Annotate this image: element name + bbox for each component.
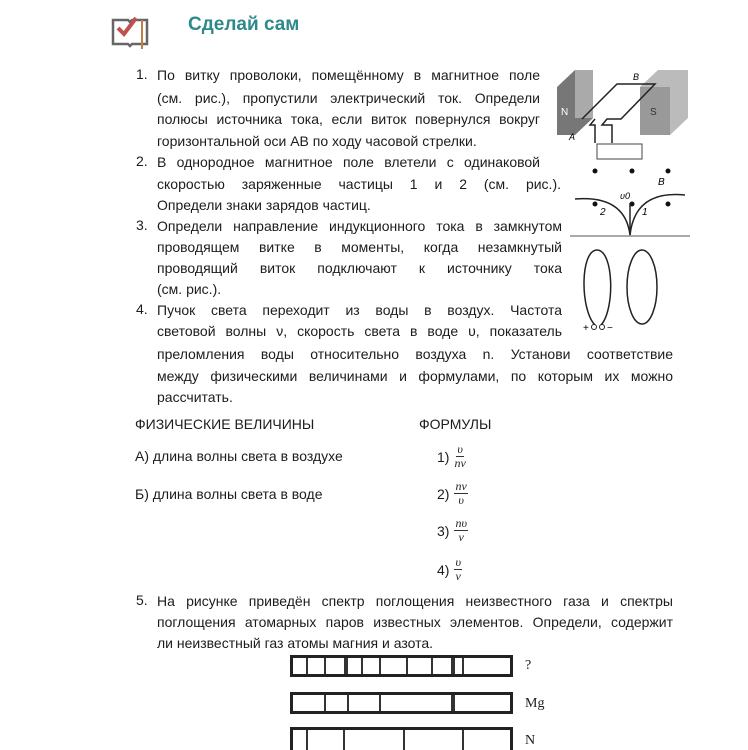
text-line: По витку проволоки, помещённому в магнитное поле	[157, 67, 540, 83]
formulas-header: ФОРМУЛЫ	[419, 416, 492, 432]
svg-text:2: 2	[600, 207, 606, 218]
formula-3: 3) $\frac{n\upsilon}{\nu}$	[437, 516, 467, 544]
text-line: поглощения атомарных паров известных элементов. Определи, содержит	[157, 614, 673, 630]
svg-text:−: −	[607, 323, 613, 334]
section-title: Сделай сам	[188, 14, 300, 35]
text-line: Пучок света переходит из воды в воздух. Частота	[157, 302, 562, 318]
spectrum-label: N	[525, 733, 536, 748]
item-number: 4.	[136, 301, 148, 317]
svg-text:+: +	[583, 323, 589, 334]
item-number: 5.	[136, 592, 148, 608]
text-line: световой волны ν, скорость света в воде υ, показатель	[157, 323, 562, 339]
text-line: рассчитать.	[157, 389, 233, 405]
quantity-b: Б) длина волны света в воде	[135, 486, 323, 502]
svg-text:B: B	[658, 177, 665, 188]
text-line: горизонтальной оси AB по ходу часовой стрелки.	[157, 133, 477, 149]
text-line: Определи направление индукционного тока в замкнутом	[157, 218, 562, 234]
svg-text:1: 1	[642, 207, 648, 218]
text-line: (см. рис.).	[157, 281, 222, 297]
formula-4: 4) $\frac{\upsilon}{\nu}$	[437, 555, 461, 583]
svg-text:A: A	[569, 132, 576, 142]
text-line: скоростью заряженные частицы 1 и 2 (см. рис.).	[157, 176, 561, 192]
spectrum-unknown	[290, 655, 513, 677]
coils-figure	[575, 245, 665, 335]
item-number: 1.	[136, 66, 148, 82]
item-number: 3.	[136, 217, 148, 233]
formula-1: 1) $\frac{\upsilon}{n\nu}$	[437, 442, 466, 470]
spectrum-label: Mg	[525, 696, 545, 711]
checklist-book-icon	[110, 14, 150, 50]
svg-text:S: S	[650, 107, 657, 118]
magnet-coil-figure	[555, 62, 690, 167]
spectrum-n	[290, 727, 513, 750]
text-line: проводящий виток подключают к источнику тока	[157, 260, 562, 276]
text-line: преломления воды относительно воздуха n. Установи соответствие	[157, 346, 673, 362]
spectrum-mg	[290, 692, 513, 714]
item-number: 2.	[136, 153, 148, 169]
text-line: На рисунке приведён спектр поглощения неизвестного газа и спектры	[157, 593, 673, 609]
text-line: В однородное магнитное поле влетели с одинаковой	[157, 154, 540, 170]
text-line: ли неизвестный газ атомы магния и азота.	[157, 635, 434, 651]
quantities-header: ФИЗИЧЕСКИЕ ВЕЛИЧИНЫ	[135, 416, 315, 432]
formula-2: 2) $\frac{n\nu}{\upsilon}$	[437, 479, 467, 507]
text-line: полюсы источника тока, если виток повернулся вокруг	[157, 111, 540, 127]
text-line: проводящем витке в моменты, когда незамкнутый	[157, 239, 562, 255]
svg-text:υ0: υ0	[620, 191, 630, 201]
text-line: между физическими величинами и формулами, по которым их можно	[157, 368, 673, 384]
text-line: (см. рис.), пропустили электрический ток. Определи	[157, 90, 540, 106]
quantity-a: А) длина волны света в воздухе	[135, 448, 343, 464]
spectrum-label: ?	[525, 658, 532, 673]
text-line: Определи знаки зарядов частиц.	[157, 197, 371, 213]
svg-text:N: N	[561, 107, 569, 118]
particles-figure	[570, 165, 690, 240]
svg-text:B: B	[633, 72, 640, 82]
